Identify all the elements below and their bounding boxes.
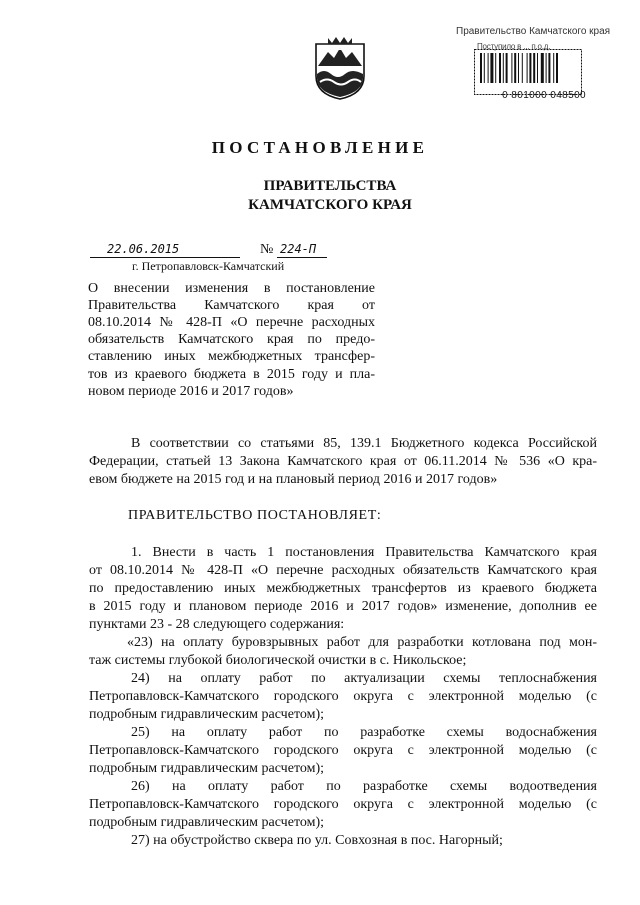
document-date: 22.06.2015 xyxy=(107,242,180,256)
preamble-line: евом бюджете на 2015 год и на плановый период 2016 и 2017 годов» xyxy=(89,472,498,487)
issuer-heading-line2: КАМЧАТСКОГО КРАЯ xyxy=(248,197,412,213)
item-line: от 08.10.2014 № 428-П «О перечне расходных обязательств Камчатского края xyxy=(89,563,597,578)
subject-line: новом периоде 2016 и 2017 годов» xyxy=(88,384,294,399)
item-line: 1. Внести в часть 1 постановления Правительства Камчатского края xyxy=(131,545,597,560)
subitem-line: 27) на обустройство сквера по ул. Совхозная в пос. Нагорный; xyxy=(131,833,503,848)
preamble-line: Федерации, статьей 13 Закона Камчатского края от 06.11.2014 № 536 «О кра- xyxy=(89,454,597,469)
subitem-line: 24) на оплату работ по актуализации схемы теплоснабжения xyxy=(131,671,597,686)
sticker-organization: Правительство Камчатского края xyxy=(456,26,611,37)
subitem-line: подробным гидравлическим расчетом); xyxy=(89,707,325,722)
subitem-line: таж системы глубокой биологической очистки в с. Никольское; xyxy=(89,653,467,668)
document-type-heading: ПОСТАНОВЛЕНИЕ xyxy=(211,138,429,157)
subject-line: ставлению иных межбюджетных трансфер- xyxy=(88,349,375,364)
sticker-received-note: Поступило в ... п.о.д. xyxy=(477,42,551,51)
subject-line: 08.10.2014 № 428-П «О перечне расходных xyxy=(88,315,375,330)
subject-line: О внесении изменения в постановление xyxy=(88,281,375,296)
document-place: г. Петропавловск-Камчатский xyxy=(132,259,285,273)
preamble-line: В соответствии со статьями 85, 139.1 Бюджетного кодекса Российской xyxy=(131,436,597,451)
date-underline xyxy=(90,257,240,258)
barcode-number: 0 801000 048500 xyxy=(502,90,586,101)
document-number: 224-П xyxy=(280,242,317,256)
subitem-line: Петропавловск-Камчатского городского округа с электронной моделью (с xyxy=(89,743,597,758)
subject-line: обязательств Камчатского края по предо- xyxy=(88,332,375,347)
subitem-line: Петропавловск-Камчатского городского округа с электронной моделью (с xyxy=(89,797,597,812)
subitem-line: Петропавловск-Камчатского городского округа с электронной моделью (с xyxy=(89,689,597,704)
subitem-line: подробным гидравлическим расчетом); xyxy=(89,815,325,830)
subitem-line: «23) на оплату буровзрывных работ для разработки котлована под мон- xyxy=(127,635,597,650)
barcode xyxy=(474,49,582,95)
subitem-line: 26) на оплату работ по разработке схемы водоотведения xyxy=(131,779,597,794)
subitem-line: 25) на оплату работ по разработке схемы водоснабжения xyxy=(131,725,597,740)
decree-clause: ПРАВИТЕЛЬСТВО ПОСТАНОВЛЯЕТ: xyxy=(128,508,382,523)
item-line: по предоставлению иных межбюджетных трансфертов из краевого бюджета xyxy=(89,581,597,596)
issuer-heading-line1: ПРАВИТЕЛЬСТВА xyxy=(263,178,397,194)
subject-line: Правительства Камчатского края от xyxy=(88,298,375,313)
item-line: в 2015 году и плановом периоде 2016 и 2017 годов» изменение, дополнив ее xyxy=(89,599,597,614)
item-line: пунктами 23 - 28 следующего содержания: xyxy=(89,617,345,632)
number-underline xyxy=(277,257,327,258)
number-sign: № xyxy=(260,242,274,257)
subitem-line: подробным гидравлическим расчетом); xyxy=(89,761,325,776)
coat-of-arms-emblem xyxy=(314,36,366,100)
subject-line: тов из краевого бюджета в 2015 году и пла- xyxy=(88,367,375,382)
